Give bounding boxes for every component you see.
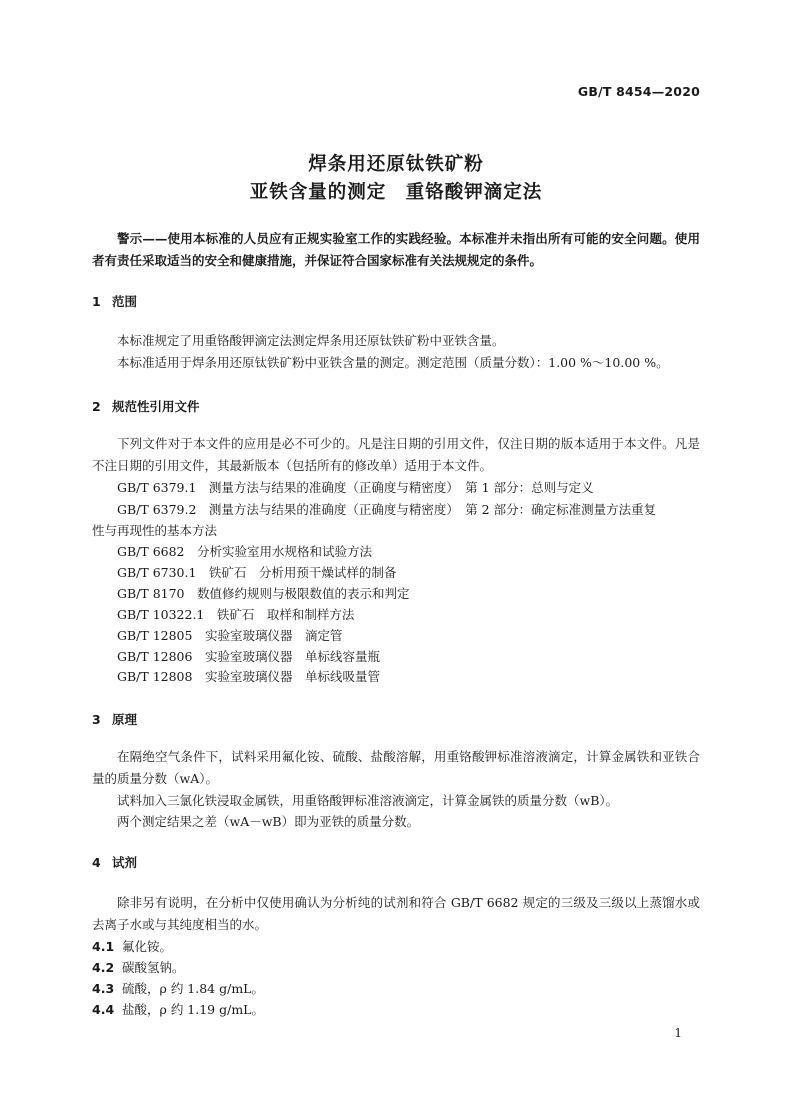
reagent-item: [92, 937, 172, 955]
reference-item: GB/T 6379.2 测量方法与结果的准确度（正确度与精密度） 第 2 部分：确定标准测量方法重复: [117, 502, 657, 517]
section-4-intro: 除非另有说明，在分析中仅使用确认为分析纯的试剂和符合 GB/T 6682 规定的三级及三级以上蒸馏水或去离子水或与其纯度相当的水。: [92, 895, 700, 932]
reagent-text: 碳酸氢钠。: [122, 960, 185, 975]
section-3-paragraph-1: 在隔绝空气条件下，试料采用氟化铵、硫酸、盐酸溶解，用重铬酸钾标准溶液滴定，计算金属铁和亚铁合量的质量分数（wA）。: [92, 749, 700, 786]
section-number: 1: [92, 294, 101, 309]
section-3-paragraph-2: 试料加入三氯化铁浸取金属铁，用重铬酸钾标准溶液滴定，计算金属铁的质量分数（wB）。: [117, 793, 619, 808]
standard-number: GB/T 8454—2020: [577, 84, 700, 99]
section-3-paragraph-3: 两个测定结果之差（wA－wB）即为亚铁的质量分数。: [117, 814, 420, 829]
reagent-number: 4.3: [92, 981, 115, 996]
section-4-heading: [92, 853, 137, 871]
reference-item: GB/T 10322.1 铁矿石 取样和制样方法: [117, 607, 355, 622]
page-number: 1: [674, 1026, 682, 1040]
reagent-text: 氟化铵。: [122, 939, 173, 954]
reagent-item: [92, 958, 185, 976]
reference-item: GB/T 6730.1 铁矿石 分析用预干燥试样的制备: [117, 565, 397, 580]
section-1-heading: [92, 292, 137, 310]
section-number: 3: [92, 712, 101, 727]
reference-item: GB/T 12806 实验室玻璃仪器 单标线容量瓶: [117, 649, 380, 664]
section-title: 范围: [112, 294, 138, 309]
reagent-number: 4.1: [92, 939, 115, 954]
section-title: 原理: [112, 712, 138, 727]
section-1-paragraph-1: 本标准规定了用重铬酸钾滴定法测定焊条用还原钛铁矿粉中亚铁含量。: [117, 333, 505, 348]
reagent-number: 4.4: [92, 1002, 115, 1017]
reference-item: GB/T 8170 数值修约规则与极限数值的表示和判定: [117, 586, 410, 601]
section-2-intro: 下列文件对于本文件的应用是必不可少的。凡是注日期的引用文件，仅注日期的版本适用于本文件。凡是不注日期的引用文件，其最新版本（包括所有的修改单）适用于本文件。: [92, 436, 700, 473]
reagent-text: 硫酸，ρ 约 1.84 g/mL。: [122, 981, 264, 996]
section-1-paragraph-2: 本标准适用于焊条用还原钛铁矿粉中亚铁含量的测定。测定范围（质量分数）：1.00 %～10.00 %。: [117, 355, 669, 370]
section-2-heading: [92, 397, 200, 415]
warning-paragraph: 警示——使用本标准的人员应有正规实验室工作的实践经验。本标准并未指出所有可能的安全问题。使用者有责任采取适当的安全和健康措施，并保证符合国家标准有关法规规定的条件。: [92, 231, 700, 268]
section-title: 规范性引用文件: [112, 399, 200, 414]
reference-item: GB/T 12805 实验室玻璃仪器 滴定管: [117, 628, 343, 643]
reagent-item: [92, 1000, 264, 1018]
reagent-text: 盐酸，ρ 约 1.19 g/mL。: [122, 1002, 264, 1017]
reagent-number: 4.2: [92, 960, 115, 975]
section-title: 试剂: [112, 855, 138, 870]
reference-item: GB/T 6682 分析实验室用水规格和试验方法: [117, 544, 373, 559]
reference-item-continuation: 性与再现性的基本方法: [92, 523, 218, 538]
reference-item: GB/T 6379.1 测量方法与结果的准确度（正确度与精密度） 第 1 部分：总则与定义: [117, 480, 594, 495]
reference-item: GB/T 12808 实验室玻璃仪器 单标线吸量管: [117, 669, 380, 684]
section-number: 2: [92, 399, 101, 414]
title-line-2: 亚铁含量的测定 重铬酸钾滴定法: [249, 182, 543, 203]
section-3-heading: [92, 710, 137, 728]
section-number: 4: [92, 855, 101, 870]
reagent-item: [92, 979, 264, 997]
title-line-1: 焊条用还原钛铁矿粉: [308, 154, 484, 175]
